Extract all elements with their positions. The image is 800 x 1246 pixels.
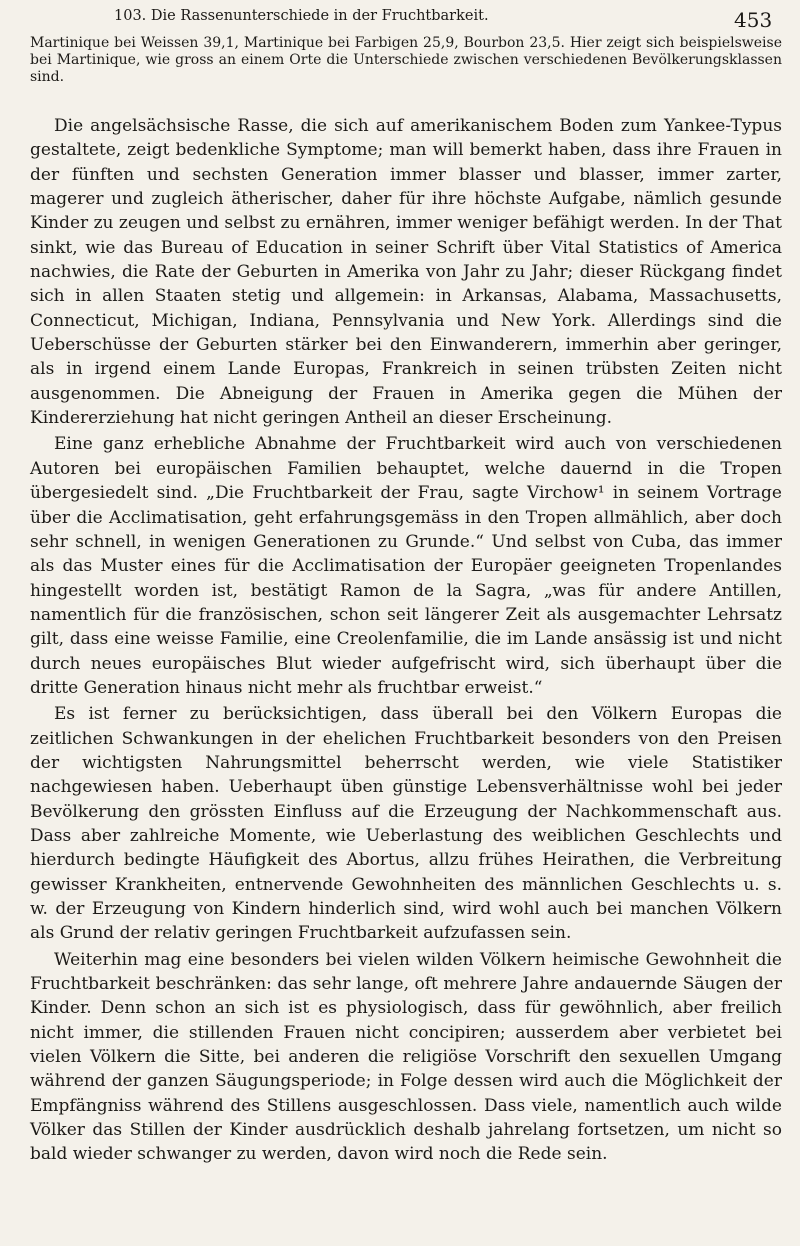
paragraph-4: Weiterhin mag eine besonders bei vielen wilden Völkern heimische Gewohnheit die Fruchtbarkeit beschränken: das sehr lange, oft mehrere Jahre andauernde Säugen der Kinder. Denn schon an sich ist es physiologisch, dass für gewöhnlich, aber freilich nicht immer, die stillenden Frauen nicht concipiren; ausserdem aber verbietet bei vielen Völkern die Sitte, bei anderen die religiöse Vorschrift den sexuellen Umgang während der ganzen Säugungsperiode; in Folge dessen wird auch die Möglichkeit der Empfängniss während des Stillens ausgeschlossen. Dass viele, namentlich auch wilde Völker das Stillen der Kinder ausdrücklich deshalb jahrelang fortsetzen, um nicht so bald wieder schwanger zu werden, davon wird noch die Rede sein. bbox=[30, 949, 782, 1165]
paragraph-1: Die angelsächsische Rasse, die sich auf amerikanischem Boden zum Yankee-Typus gestaltete, zeigt bedenkliche Symptome; man will bemerkt haben, dass ihre Frauen in der fünften und sechsten Generation immer blasser und blasser, immer zarter, magerer und zugleich ätherischer, daher für ihre höchste Aufgabe, nämlich gesunde Kinder zu zeugen und selbst zu ernähren, immer weniger befähigt werden. In der That sinkt, wie das Bureau of Education in seiner Schrift über Vital Statistics of America nachwies, die Rate der Geburten in Amerika von Jahr zu Jahr; dieser Rückgang findet sich in allen Staaten stetig und allgemein: in Arkansas, Alabama, Massachusetts, Connecticut, Michigan, Indiana, Pennsylvania und New York. Allerdings sind die Ueberschüsse der Geburten stärker bei den Einwanderern, immerhin aber geringer, als in irgend einem Lande Europas, Frankreich in seinen trübsten Zeiten nicht ausgenommen. Die Abneigung der Frauen in Amerika gegen die Mühen der Kindererziehung hat nicht geringen Antheil an dieser Erscheinung. bbox=[30, 116, 782, 429]
small-print-paragraph bbox=[30, 35, 782, 86]
chapter-header: 103. Die Rassenunterschiede in der Fruchtbarkeit. bbox=[114, 8, 489, 24]
paragraph-small: Martinique bei Weissen 39,1, Martinique bei Farbigen 25,9, Bourbon 23,5. Hier zeigt sich beispielsweise bei Martinique, wie gross an einem Orte die Unterschiede zwischen verschiedenen Bevölkerungsklassen sind. bbox=[30, 35, 782, 85]
body-text bbox=[30, 114, 782, 1169]
paragraph-2: Eine ganz erhebliche Abnahme der Fruchtbarkeit wird auch von verschiedenen Autoren bei europäischen Familien behauptet, welche dauernd in die Tropen übergesiedelt sind. „Die Fruchtbarkeit der Frau, sagte Virchow¹ in seinem Vortrage über die Acclimatisation, geht erfahrungsgemäss in den Tropen allmählich, aber doch sehr schnell, in wenigen Generationen zu Grunde.“ Und selbst von Cuba, das immer als das Muster eines für die Acclimatisation der Europäer geeigneten Tropenlandes hingestellt worden ist, bestätigt Ramon de la Sagra, „was für andere Antillen, namentlich für die französischen, schon seit längerer Zeit als ausgemachter Lehrsatz gilt, dass eine weisse Familie, eine Creolenfamilie, die im Lande ansässig ist und nicht durch neues europäisches Blut wieder aufgefrischt wird, sich überhaupt über die dritte Generation hinaus nicht mehr als fruchtbar erweist.“ bbox=[30, 434, 782, 698]
page-number: 453 bbox=[734, 8, 773, 32]
paragraph-3: Es ist ferner zu berücksichtigen, dass überall bei den Völkern Europas die zeitlichen Schwankungen in der ehelichen Fruchtbarkeit besonders von den Preisen der wichtigsten Nahrungsmittel beherrscht werden, wie viele Statistiker nachgewiesen haben. Ueberhaupt üben günstige Lebensverhältnisse wohl bei jeder Bevölkerung den grössten Einfluss auf die Erzeugung der Nachkommenschaft aus. Dass aber zahlreiche Momente, wie Ueberlastung des weiblichen Geschlechts und hierdurch bedingte Häufigkeit des Abortus, allzu frühes Heirathen, die Verbreitung gewisser Krankheiten, entnervende Gewohnheiten des männlichen Geschlechts u. s. w. der Erzeugung von Kindern hinderlich sind, wird wohl auch bei manchen Völkern als Grund der relativ geringen Fruchtbarkeit aufzufassen sein. bbox=[30, 704, 782, 944]
